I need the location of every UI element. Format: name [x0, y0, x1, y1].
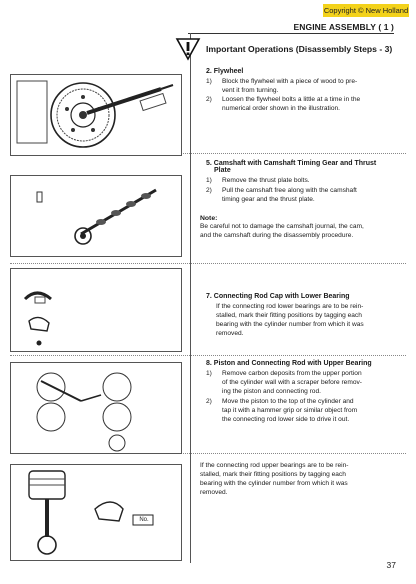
- connecting-rod-cap-illustration: [10, 268, 182, 352]
- step-title: 5. Camshaft with Camshaft Timing Gear and Thrust: [206, 160, 377, 167]
- item-text: vent it from turning.: [222, 87, 279, 94]
- camshaft-illustration: [10, 175, 182, 257]
- item-number: 1): [206, 177, 212, 184]
- step-title: 7. Connecting Rod Cap with Lower Bearing: [206, 293, 350, 300]
- para-text: removed.: [200, 489, 228, 496]
- item-number: 2): [206, 187, 212, 194]
- page-header: ENGINE ASSEMBLY ( 1 ): [293, 22, 394, 32]
- item-number: 1): [206, 78, 212, 85]
- list-item: [206, 369, 398, 397]
- bearing-tag-label: No.: [139, 517, 149, 523]
- item-text: the connecting rod lower side to drive it out.: [222, 416, 350, 423]
- item-text: numerical order shown in the illustration.: [222, 105, 341, 112]
- upper-bearing-note: [200, 461, 400, 497]
- item-text: Block the flywheel with a piece of wood to pre-: [222, 78, 358, 85]
- para-text: If the connecting rod upper bearings are to be rein-: [200, 462, 349, 469]
- item-text: Remove the thrust plate bolts.: [222, 177, 310, 184]
- para-text: bearing with the cylinder number from which it was: [216, 321, 364, 328]
- item-text: Loosen the flywheel bolts a little at a time in the: [222, 96, 361, 103]
- note-text: and the camshaft during the disassembly procedure.: [200, 232, 354, 239]
- step-camshaft: [206, 160, 396, 204]
- item-number: 1): [206, 370, 212, 377]
- list-item: [206, 77, 396, 95]
- item-text: Remove carbon deposits from the upper portion: [222, 370, 362, 377]
- item-text: tap it with a hammer grip or similar object from: [222, 407, 358, 414]
- flywheel-illustration: [10, 74, 182, 156]
- page-number: 37: [386, 560, 396, 570]
- para-text: bearing with the cylinder number from which it was: [200, 480, 348, 487]
- list-item: [206, 397, 398, 425]
- warning-icon: [175, 37, 201, 61]
- para-text: If the connecting rod lower bearings are to be rein-: [216, 303, 364, 310]
- item-text: ing the piston and connecting rod.: [222, 388, 321, 395]
- header-rule: [188, 33, 394, 34]
- copyright-banner: Copyright © New Holland: [323, 6, 409, 15]
- item-text: of the cylinder wall with a scraper before remov-: [222, 379, 362, 386]
- section-divider: [10, 263, 406, 264]
- section-divider: [10, 355, 406, 356]
- item-text: Move the piston to the top of the cylinder and: [222, 398, 354, 405]
- item-text: timing gear and the thrust plate.: [222, 196, 315, 203]
- note-block: [200, 215, 400, 240]
- item-text: Pull the camshaft free along with the camshaft: [222, 187, 357, 194]
- list-item: [206, 176, 396, 186]
- para-text: removed.: [216, 330, 244, 337]
- piston-removal-illustration: [10, 362, 182, 454]
- item-number: 2): [206, 398, 212, 405]
- step-title: 8. Piston and Connecting Rod with Upper Bearing: [206, 360, 372, 367]
- column-divider: [190, 33, 191, 563]
- note-label: Note:: [200, 215, 218, 222]
- step-piston: [206, 360, 398, 425]
- item-number: 2): [206, 96, 212, 103]
- step-title: 2. Flywheel: [206, 68, 244, 75]
- para-text: stalled, mark their fitting positions by tagging each: [216, 312, 362, 319]
- step-rod-cap: [206, 293, 398, 338]
- list-item: [206, 186, 396, 204]
- list-item: [206, 95, 396, 113]
- para-text: stalled, mark their fitting positions by tagging each: [200, 471, 346, 478]
- note-text: Be careful not to damage the camshaft journal, the cam,: [200, 223, 364, 230]
- step-title-cont: Plate: [214, 167, 231, 174]
- step-flywheel: [206, 68, 396, 113]
- page-title: Important Operations (Disassembly Steps - 3): [206, 44, 393, 54]
- piston-bearing-illustration: [10, 464, 182, 561]
